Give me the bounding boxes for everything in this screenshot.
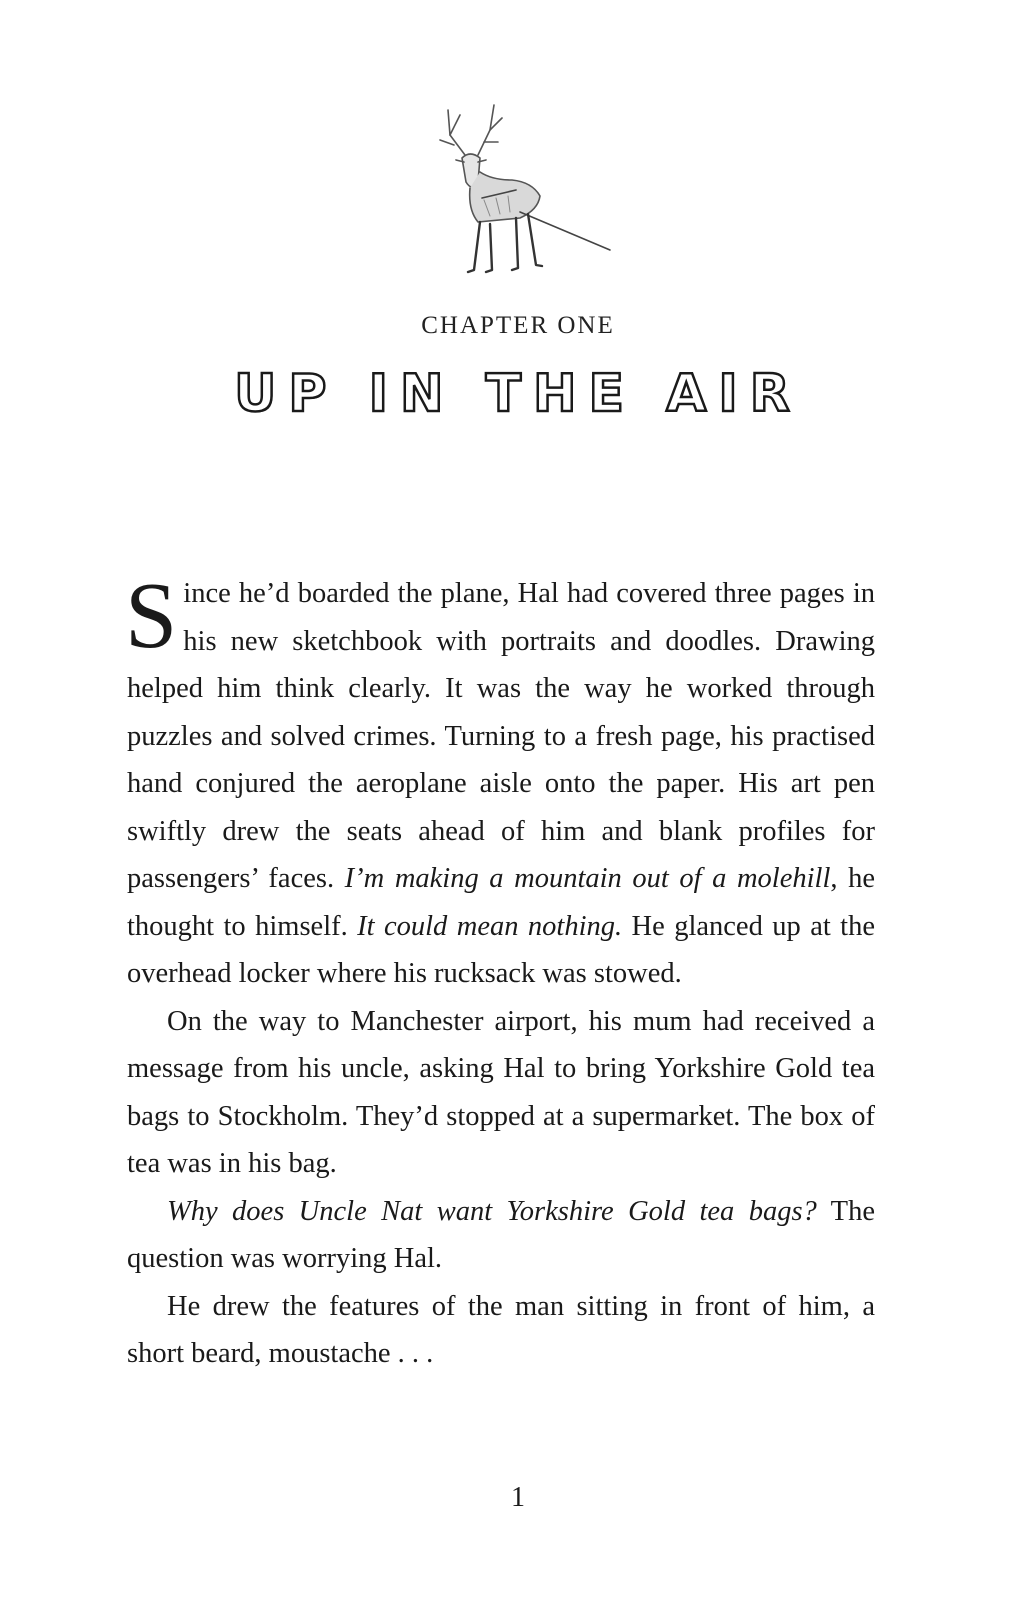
paragraph-1-text-a: ince he’d boarded the plane, Hal had covered three pages in his new sketchbook with portraits and doodles. Drawing helped him think clearly. It was the way he worked through puzzles and solved crimes. Turning to a fresh page, his practised hand conjured the aeroplane aisle onto the paper. His art pen swiftly drew the seats ahead of him and blank profiles for passengers’ faces. <box>127 578 875 894</box>
paragraph-1-italic-b: It could mean nothing. <box>357 910 623 942</box>
paragraph-1 <box>125 564 876 998</box>
page-number: 1 <box>511 1482 525 1513</box>
paragraph-3-text: The question was worrying Hal. <box>127 1195 875 1274</box>
reindeer-icon <box>420 100 620 285</box>
paragraph-3-italic: Why does Uncle Nat want Yorkshire Gold tea bags? <box>167 1195 817 1227</box>
paragraph-1-italic-a: I’m making a mountain out of a molehill <box>344 863 831 894</box>
paragraph-2: On the way to Manchester airport, his mum had received a message from his uncle, asking Hal to bring Yorkshire Gold tea bags to Stockholm. They’d stopped at a supermarket. The box of tea was in his bag. <box>127 1005 875 1179</box>
paragraph-1-text-b: , he thought to himself. <box>127 863 875 942</box>
chapter-title: UP IN THE AIR <box>234 364 802 424</box>
chapter-label: CHAPTER ONE <box>421 312 615 339</box>
paragraph-4: He drew the features of the man sitting in front of him, a short beard, moustache . . . <box>127 1290 875 1369</box>
paragraph-3 <box>127 1188 875 1283</box>
chapter-body <box>125 564 876 1378</box>
dropcap: S <box>125 564 178 668</box>
paragraph-1-text-c: He glanced up at the overhead locker where his rucksack was stowed. <box>127 910 876 989</box>
